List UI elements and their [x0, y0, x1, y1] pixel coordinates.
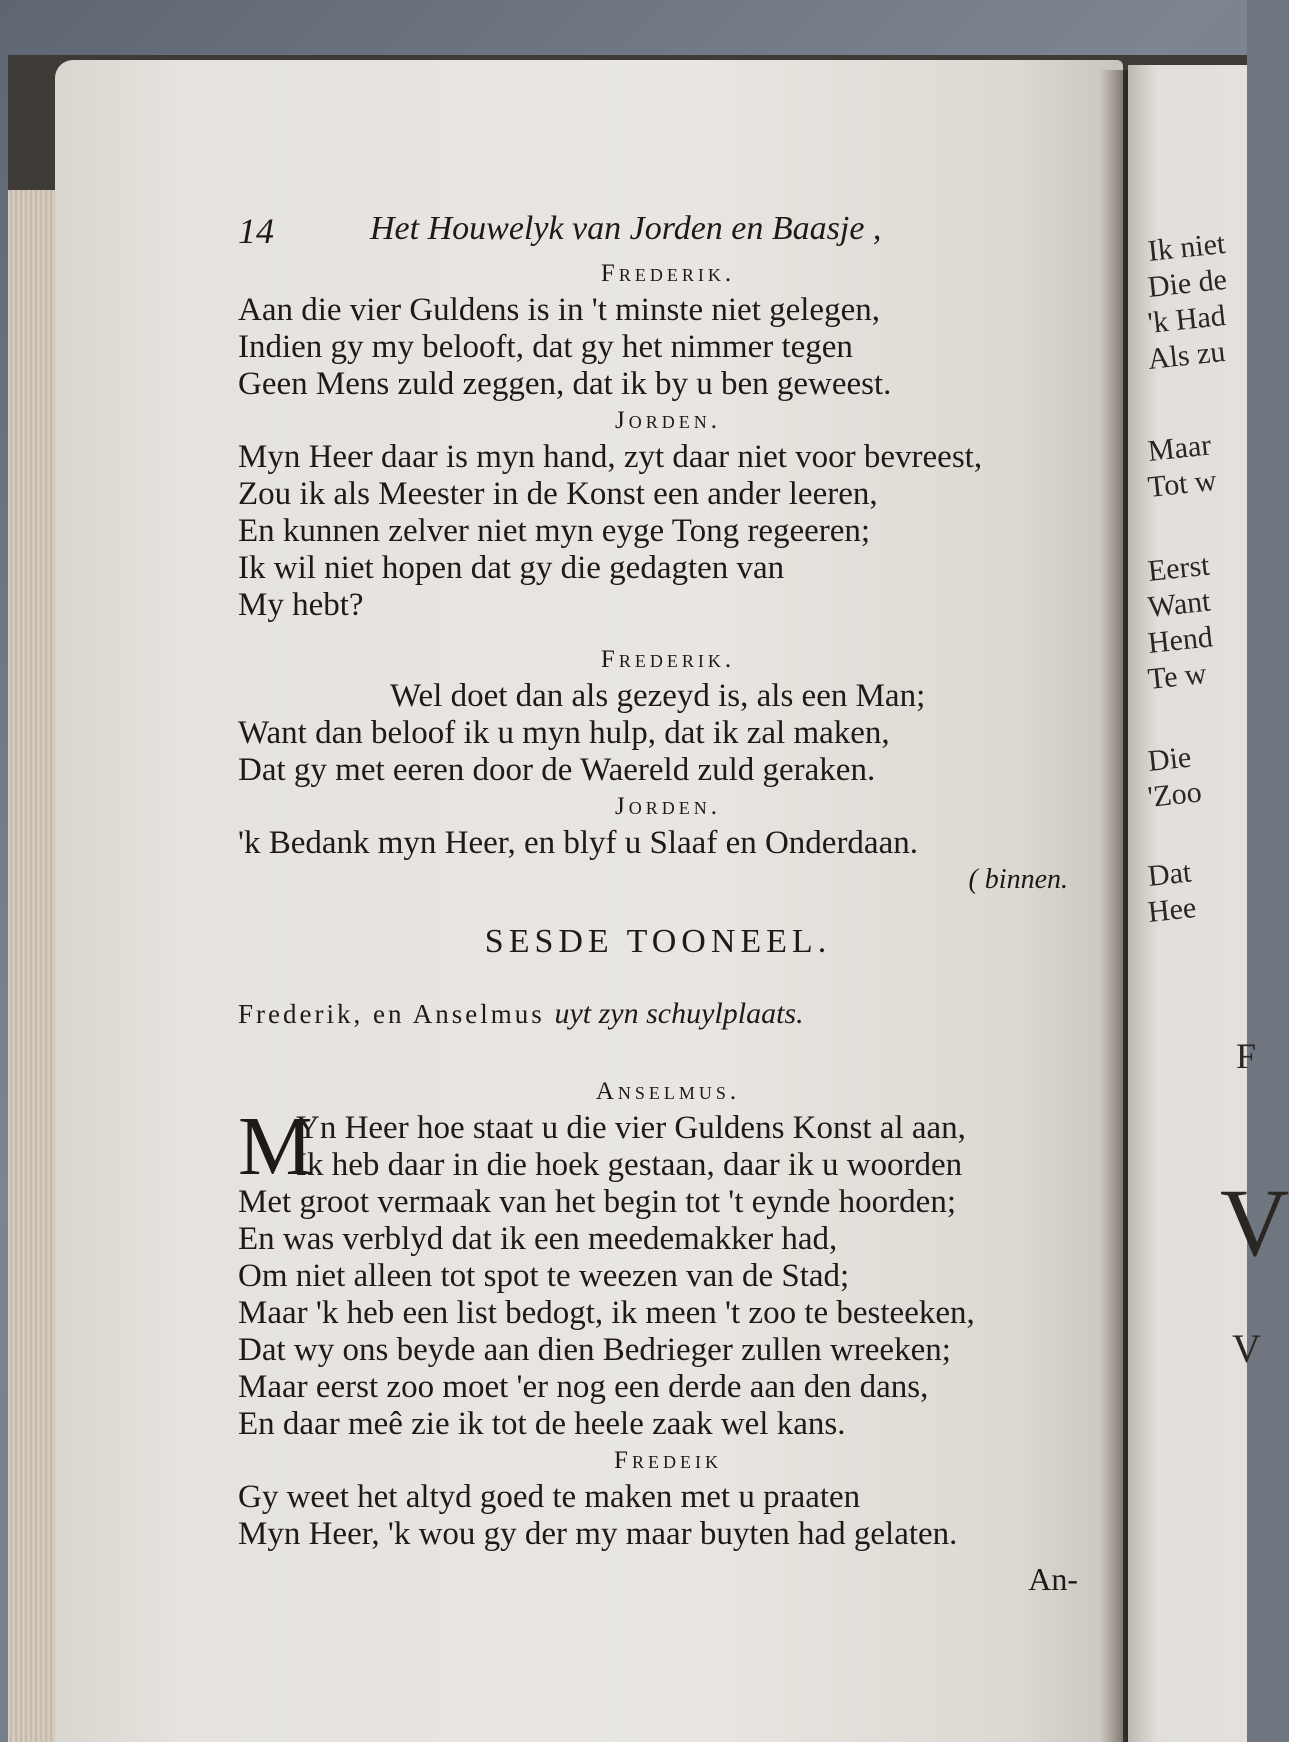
right-page-line: Dat [1146, 855, 1193, 893]
right-page-line: Eerst [1146, 548, 1211, 588]
verse-line: Aan die vier Guldens is in 't minste niet gelegen, [238, 292, 880, 328]
verse-line: Ik heb daar in die hoek gestaan, daar ik u woorden [296, 1147, 963, 1183]
right-page-initial: V [1220, 1169, 1289, 1276]
right-page-line: Te w [1146, 656, 1209, 696]
verse-line: En was verblyd dat ik een meedemakker had, [238, 1221, 838, 1257]
right-page-letter: V [1232, 1326, 1261, 1371]
verse-line: Dat gy met eeren door de Waereld zuld geraken. [238, 752, 876, 788]
speaker-name: Fredeik [614, 1447, 722, 1474]
right-page-line: Maar [1146, 428, 1213, 468]
right-page-line: Ik niet [1146, 226, 1227, 268]
right-page-line: Hend [1146, 620, 1215, 660]
page-text [238, 210, 1078, 1599]
scene-cast [238, 994, 1078, 1034]
verse-line: Zou ik als Meester in de Konst een ander leeren, [238, 476, 878, 512]
speaker-name: Jorden. [615, 407, 721, 434]
cast-direction: uyt zyn schuylplaats. [554, 997, 804, 1030]
page-header [238, 210, 1078, 256]
page-number: 14 [238, 211, 274, 251]
verse-line: Ik wil niet hopen dat gy die gedagten van [238, 550, 785, 586]
book-gutter [1100, 70, 1128, 1742]
stage-direction: ( binnen. [968, 864, 1068, 895]
verse-line: Met groot vermaak van het begin tot 't eynde hoorden; [238, 1184, 956, 1220]
verse-line: Myn Heer daar is myn hand, zyt daar niet voor bevreest, [238, 439, 983, 475]
verse-line: 'k Bedank myn Heer, en blyf u Slaaf en Onderdaan. [238, 825, 918, 861]
running-title: Het Houwelyk van Jorden en Baasje , [370, 210, 882, 247]
drop-cap: M [238, 1100, 313, 1193]
verse-line: En daar meê zie ik tot de heele zaak wel kans. [238, 1406, 846, 1442]
right-page-line: Want [1146, 584, 1212, 624]
right-page-line: Die [1146, 740, 1193, 778]
verse-line: En kunnen zelver niet myn eyge Tong regeeren; [238, 513, 871, 549]
speaker-name: Jorden. [615, 793, 721, 820]
verse-line: Om niet alleen tot spot te weezen van de Stad; [238, 1258, 850, 1294]
verse-line: Dat wy ons beyde aan dien Bedrieger zullen wreeken; [238, 1332, 951, 1368]
verse-line: Want dan beloof ik u myn hulp, dat ik zal maken, [238, 715, 890, 751]
verse-line: My hebt? [238, 587, 364, 623]
verse-line: Wel doet dan als gezeyd is, als een Man; [390, 678, 926, 714]
catchword: An- [1028, 1561, 1078, 1597]
right-page-line: Tot w [1146, 463, 1219, 504]
right-page-line: 'k Had [1146, 298, 1228, 340]
right-page [1128, 65, 1289, 1742]
cast-names: Frederik, en Anselmus [238, 999, 545, 1029]
verse-line: Myn Heer, 'k wou gy der my maar buyten had gelaten. [238, 1516, 958, 1552]
verse-line: Gy weet het altyd goed te maken met u praaten [238, 1479, 861, 1515]
right-page-letter: F [1236, 1036, 1257, 1076]
right-page-line: Als zu [1146, 334, 1227, 376]
verse-line: Maar eerst zoo moet 'er nog een derde aan den dans, [238, 1369, 929, 1405]
verse-line: Indien gy my belooft, dat gy het nimmer tegen [238, 329, 853, 365]
right-page-line: Die de [1146, 262, 1229, 304]
verse-line: Geen Mens zuld zeggen, dat ik by u ben geweest. [238, 366, 892, 402]
verse-line: Maar 'k heb een list bedogt, ik meen 't zoo te besteeken, [238, 1295, 975, 1331]
speaker-name: Anselmus. [595, 1078, 741, 1105]
scene-title: SESDE TOONEEL. [484, 923, 832, 960]
verse-line-text: Yn Heer hoe staat u die vier Guldens Konst al aan, [296, 1110, 966, 1146]
right-page-line: 'Zoo [1146, 775, 1204, 814]
speaker-name: Frederik. [600, 646, 736, 673]
speaker-name: Frederik. [600, 260, 736, 287]
right-page-line: Hee [1146, 891, 1198, 929]
